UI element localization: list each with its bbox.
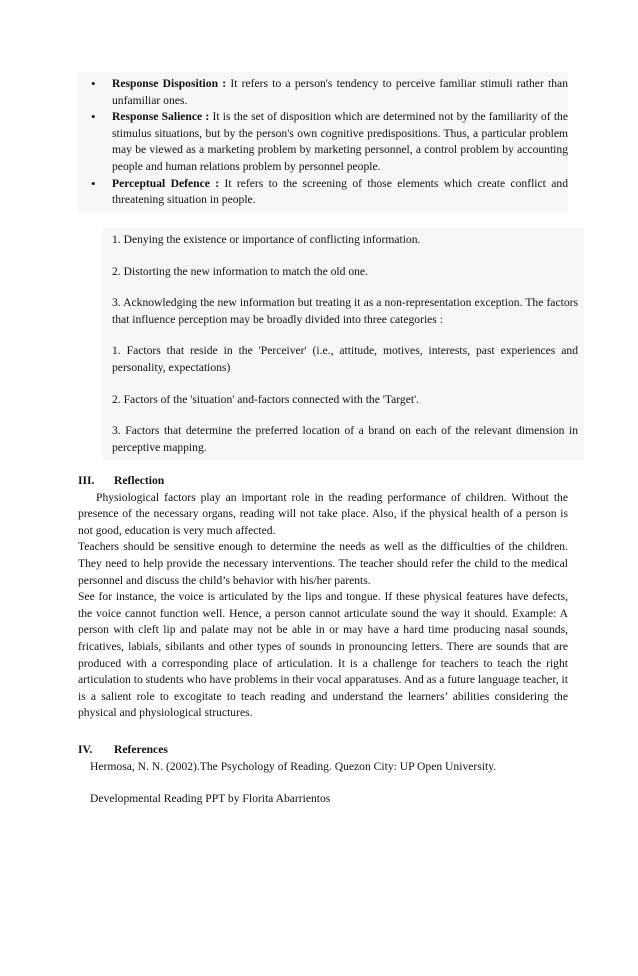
bullet-dot-icon: • [91,175,96,191]
bullet-text: It refers to the screening of those elements which create conflict and threatening situation in people. [112,176,569,207]
section-number: III. [78,474,95,487]
bullet-text: It refers to a person's tendency to perceive familiar stimuli rather than unfamiliar ones. [112,77,568,107]
reflection-paragraph: Teachers should be sensitive enough to determine the needs as well as the difficulties of the children. They need to help provide the necessary interventions. The teacher should refer the child to the medical personnel and discuss the child’s behavior with his/her parents. [78,540,568,587]
section-number: IV. [78,743,93,756]
reflection-section [78,473,568,722]
list-item: 3. Factors that determine the preferred location of a brand on each of the relevant dimension in perceptive mapping. [112,424,578,454]
reflection-paragraph: Physiological factors play an important role in the reading performance of children. Without the presence of the necessary organs, reading will not take place. Also, if the physical health of a person is not good, education is very much affected. [78,490,568,537]
list-item: 1. Denying the existence or importance of conflicting information. [112,233,421,246]
bullet-dot-icon: • [91,109,96,125]
bullet-term: Perceptual Defence : [112,176,220,190]
bullet-response-disposition [78,76,568,109]
bullet-response-salience [78,109,568,175]
section-heading [78,473,568,490]
reflection-paragraph: See for instance, the voice is articulated by the lips and tongue. If these physical features have defects, the voice cannot function well. Hence, a person cannot articulate sound the way it should. Example: A person with cleft lip and palate may not be able in or may have a hard time producing nasal sounds, fricatives, labials, sibilants and other types of sounds in pronouncing letters. There are sounds that are produced with a corresponding place of articulation. It is a challenge for teachers to teach the right articulation to students who have problems in their vocal apparatuses. And as a future language teacher, it is a salient role to excogitate to teach reading and understand the learners’ abilities considering the physical and physiological structures. [78,590,568,720]
definition-bullet-list [78,72,568,213]
numbered-list [102,228,584,460]
references-section [78,742,568,808]
bullet-perceptual-defence [78,176,568,209]
section-title: Reflection [114,474,165,487]
bullet-dot-icon: • [91,76,96,91]
list-item: 3. Acknowledging the new information but treating it as a non-representation exception. The factors that influence perception may be broadly divided into three categories : [112,296,578,326]
bullet-term: Response Salience : [112,110,210,124]
list-item: 1. Factors that reside in the 'Perceiver' (i.e., attitude, motives, interests, past experiences and personality, expectations) [112,344,578,374]
section-heading [78,742,568,759]
bullet-text: It is the set of disposition which are determined not by the familiarity of the stimulus situations, but by the person's own cognitive predispositions. Thus, a particular problem may be viewed as a marketing problem by marketing personnel, a control problem by accounting people and human relations problem by personnel people. [112,110,568,173]
section-title: References [114,743,168,756]
list-item: 2. Factors of the 'situation' and-factors connected with the 'Target'. [112,392,420,406]
reference-item: Developmental Reading PPT by Florita Abarrientos [90,792,331,806]
list-item: 2. Distorting the new information to match the old one. [112,264,368,278]
reference-item: Hermosa, N. N. (2002).The Psychology of Reading. Quezon City: UP Open University. [90,759,497,773]
bullet-term: Response Disposition : [112,77,227,90]
